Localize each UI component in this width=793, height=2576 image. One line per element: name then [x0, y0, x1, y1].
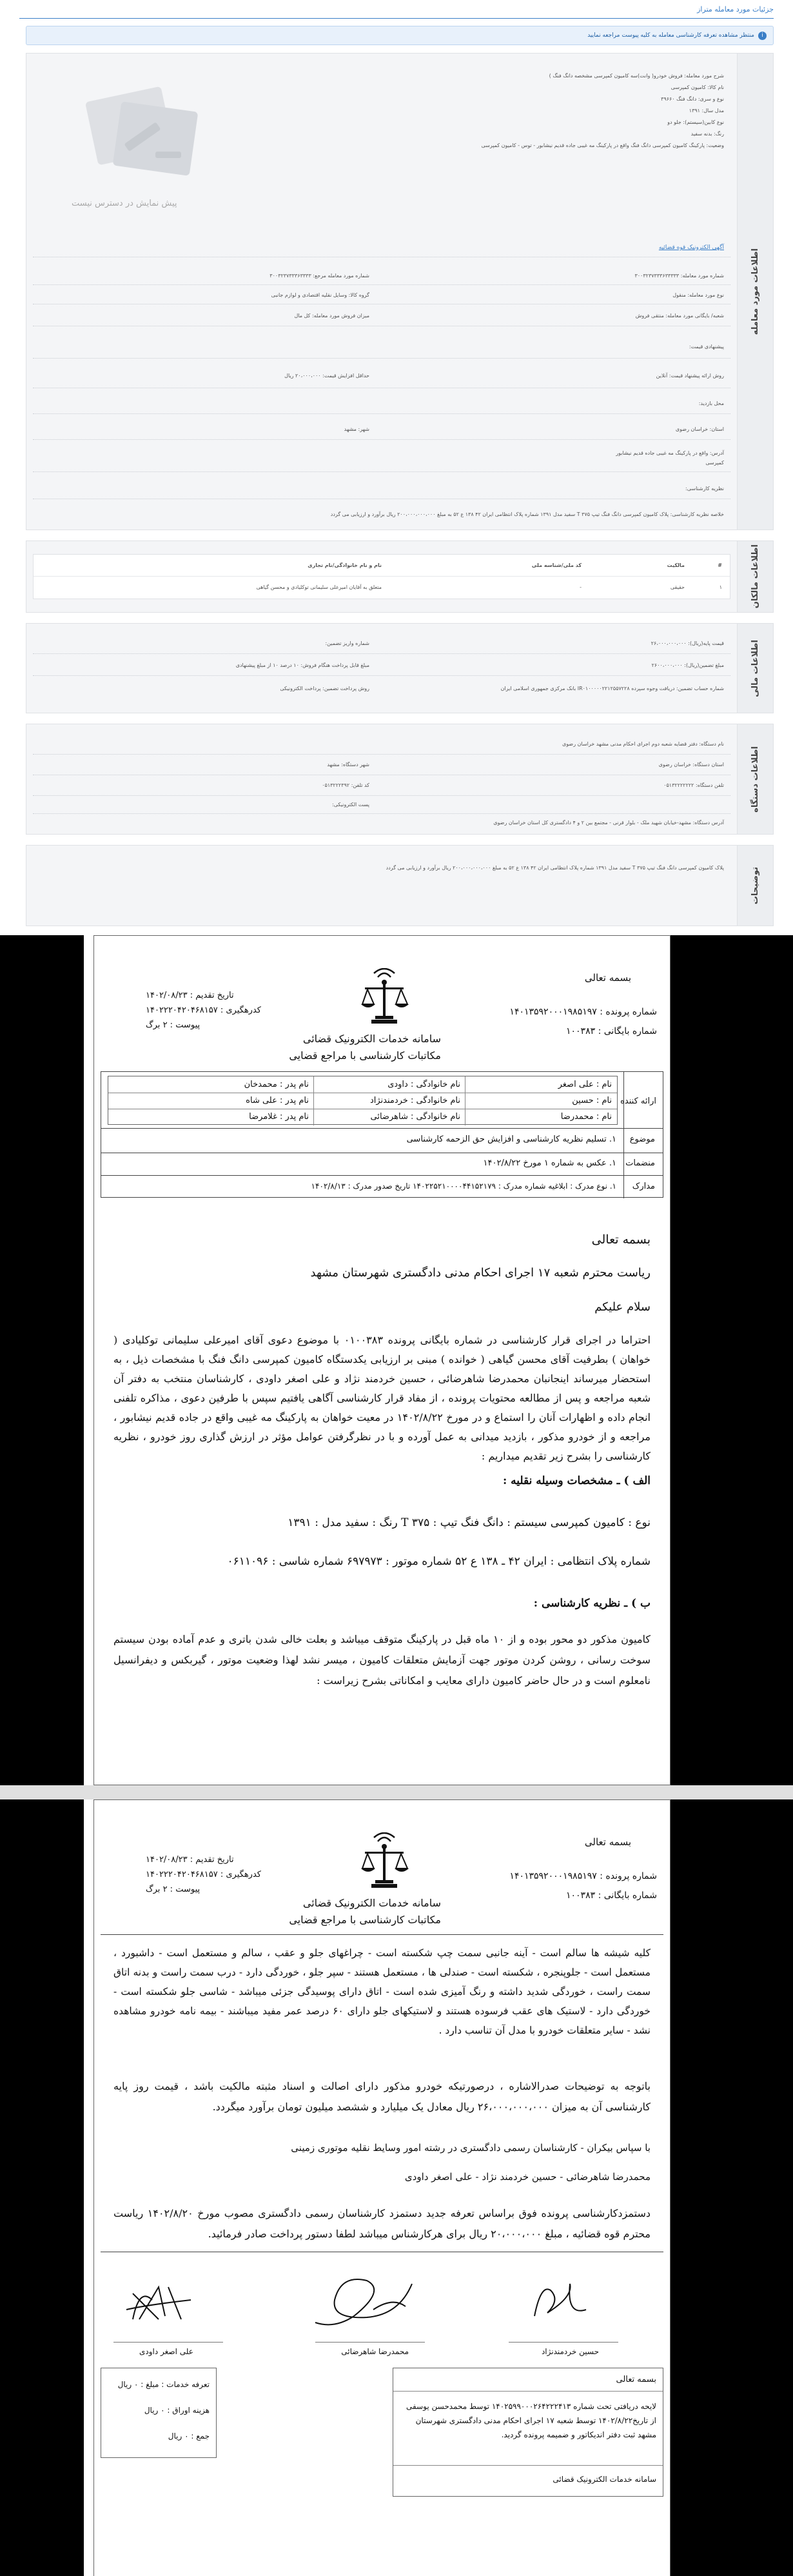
registration-text: لایحه دریافتی تحت شماره ۱۴۰۲۵۹۹۰۰۰۲۶۴۲۲۲۴۱۳ توسط محمدحسن یوسفی از تاریخ۱۴۰۲/۸/۲۲ توسط شعبه ۱۷ اجرای احکام مدنی دادگستری شهرستان مشهد ثبت دفتر اندیکاتور و ضمیمه پرونده گردید. [406, 2402, 656, 2439]
field: نام دستگاه: دفتر قضایه شعبه دوم اجرای احکام مدنی مشهد خراسان رضوی [562, 741, 724, 747]
owners-section-title: اطلاعات مالکان [750, 544, 760, 609]
field: نوع مورد معامله: منقول [672, 292, 724, 298]
person-first-name: نام : حسین [572, 1096, 612, 1105]
divider [33, 413, 730, 414]
vehicle-spec-line: شماره پلاک انتظامی : ایران ۴۲ ـ ۱۳۸ ع ۵۲ شماره موتور : ۶۹۷۹۷۳ شماره شاسی : ۰۶۱۱۰۹۶ [227, 1555, 651, 1568]
expert-report-page-1 [93, 935, 671, 1785]
field: محل بازدید: [698, 401, 724, 406]
justice-scale-icon [358, 968, 410, 1025]
grid-label: منضمات [625, 1158, 655, 1168]
basmala: بسمه تعالی [584, 972, 631, 984]
info-grid [101, 1071, 663, 1198]
scan-border [671, 1799, 793, 2576]
attachments-count: پیوست : ۲ برگ [146, 1020, 201, 1030]
signer-name: محمدرضا شاهرضائی [341, 2347, 409, 2356]
fee-box [101, 2368, 217, 2458]
report-paragraph: احتراما در اجرای قرار کارشناسی در شماره بایگانی پرونده ۰۱۰۰۳۸۳ با موضوع دعوی آقای امیرعلی سلیمانی توکلیادی ( خواهان ) بطرفیت آقای محسن گیاهی ( خوانده ) مبنی بر ارزیابی یکدستگاه کامیون کمپرسی دانگ فنگ با مشخصات ذیل ، به استحضار میرساند اینجانبان محمدرضا شاهرضائی ، حسین خردمند نژاد و علی اصغر داودی ، کارشناسان منتخب به دفتر آن شعبه مراجعه و پس از مطالعه محتویات پرونده ، از مفاد قرار کارشناسی آگاهی یافتیم سپس با طرفین دعوی ، مذاکره تلفنی انجام داده و اظهارات آنان را استماع و در مورخ ۱۴۰۲/۸/۲۲ در معیت خواهان به پارکینگ مه غیبی واقع در جاده قدیم نیشابور ، مراجعه و از خودرو مذکور ، بازدید میدانی به عمل آورده و با در نظرگرفتن عوامل مؤثر در ارزش گذاری روز خودرو ، نظریه کارشناسی را بشرح زیر تقدیم میداریم : [113, 1334, 651, 1462]
page-title: جزئیات مورد معامله متراز [697, 5, 774, 14]
vehicle-spec-line: نوع : کامیون کمپرسی سیستم : دانگ فنگ تیپ : T ۳۷۵ رنگ : سفید مدل : ۱۳۹۱ [288, 1516, 651, 1529]
field: پست الکترونیکی: [332, 802, 369, 807]
archive-number: شماره بایگانی : ۱۰۰۳۸۳ [566, 1890, 657, 1901]
scan-border [0, 1799, 84, 2576]
person-father-name: نام پدر : محمدخان [244, 1080, 309, 1089]
owners-table [33, 554, 730, 599]
description-section-header [737, 846, 773, 926]
table-row [34, 577, 730, 599]
greeting: سلام علیکم [594, 1300, 651, 1314]
page-gap [0, 1785, 793, 1799]
fee-line: هزینه اوراق : ۰ ریال [144, 2406, 210, 2415]
signature-image [120, 2274, 197, 2329]
divider [33, 813, 730, 814]
documents-list: ۱. نوع مدرک : ابلاغیه شماره مدرک : ۱۴۰۲۲۵۲۱۰۰۰۰۴۴۱۵۲۱۷۹ تاریخ صدور مدرک : ۱۴۰۲/۸/۱۳ [311, 1182, 616, 1191]
desc-line: وضعیت: پارکینگ کامیون کمپرسی دانگ فنگ واقع در پارکینگ مه غیبی جاده قدیم نیشابور - توس - کامیون کمپرسی [481, 143, 724, 148]
field: خلاصه نظریه کارشناسی: پلاک کامیون کمپرسی دانگ فنگ تیپ ۳۷۵ T سفید مدل ۱۳۹۱ شماره پلاک انتظامی ایران ۴۲ ۱۳۸ ع ۵۲ به مبلغ ۲۰۰،۰۰۰،۰۰۰،۰۰۰ ریال برآورد و ارزیابی می گردد [330, 511, 724, 517]
fee-line: تعرفه خدمات : مبلغ : ۰ ریال [117, 2380, 210, 2389]
org-name: سامانه خدمات الکترونیک قضائی [302, 1033, 441, 1045]
case-number: شماره پرونده : ۱۴۰۱۳۵۹۲۰۰۰۱۹۸۵۱۹۷ [509, 1871, 657, 1881]
owners-panel [26, 540, 774, 613]
office-panel [26, 724, 774, 835]
desc-line: مدل سال: ۱۳۹۱ [689, 108, 724, 114]
body-basmala: بسمه تعالی [591, 1233, 651, 1247]
subject-section-title: اطلاعات مورد معامله [750, 248, 760, 335]
submit-date: تاریخ تقدیم : ۱۴۰۲/۰۸/۲۳ [146, 991, 234, 1000]
field: استان: خراسان رضوی [675, 426, 724, 432]
description-panel [26, 845, 774, 926]
signature-image [522, 2277, 599, 2329]
divider [33, 284, 730, 285]
field: قیمت پایه(ریال): ۲۶،۰۰۰،۰۰۰،۰۰۰ [651, 640, 724, 646]
table-cell: - [580, 584, 582, 590]
title-divider [19, 18, 774, 19]
registration-box [393, 2368, 663, 2497]
tracking-code: کدرهگیری : ۱۴۰۲۲۲۰۴۲۰۴۶۸۱۵۷ [146, 1870, 261, 1879]
person-father-name: نام پدر : علی شاه [246, 1096, 309, 1105]
field: پیشنهادی قیمت: [689, 344, 724, 350]
field: استان دستگاه: خراسان رضوی [658, 762, 724, 768]
thanks-line: با سپاس بیکران - کارشناسان رسمی دادگستری در رشته امور وسایط نقلیه موتوری زمینی [291, 2142, 651, 2154]
notice-text: منتظر مشاهده تعرفه کارشناسی معامله به کلیه پیوست مراجعه نمایید [587, 32, 754, 39]
description-section-title: توضیحات [750, 866, 760, 905]
fee-line: جمع : ۰ ریال [168, 2432, 210, 2441]
electronic-ad-link[interactable]: آگهی الکترونیک قوه قضائیه [658, 244, 724, 251]
field: مبلغ قابل پرداخت هنگام فروش: ۱۰ درصد ۱۰ از مبلغ پیشنهادی [235, 662, 369, 668]
field: روش پرداخت تضمین: پرداخت الکترونیکی [280, 686, 369, 691]
financial-panel [26, 623, 774, 713]
field: شهر دستگاه: مشهد [327, 762, 369, 768]
case-number: شماره پرونده : ۱۴۰۱۳۵۹۲۰۰۰۱۹۸۵۱۹۷ [509, 1007, 657, 1017]
footer-org: سامانه خدمات الکترونیک قضائی [553, 2475, 656, 2484]
person-father-name: نام پدر : غلامرضا [249, 1112, 309, 1122]
fee-paragraph: دستمزدکارشناسی پرونده فوق براساس تعرفه جدید دستمزد کارشناسان رسمی دادگستری مصوب مورخ ۱۴۰۲/۸/۲۰ ریاست محترم قوه قضائیه ، مبلغ ۲۰،۰۰۰،۰۰۰ ریال برای هرکارشناس میباشد لطفا دستور پرداخت صادر فرمائید. [113, 2207, 651, 2240]
table-header-row [34, 555, 730, 577]
divider [33, 675, 730, 676]
field: شماره مورد معامله مرجع: ۳۰۰۳۲۳۷۳۳۳۶۳۳۳۳ [269, 273, 369, 279]
divider [33, 358, 730, 359]
grid-label: موضوع [629, 1134, 655, 1144]
desc-line: نام کالا: کامیون کمپرسی [671, 84, 724, 90]
field: شهر: مشهد [344, 426, 369, 432]
attachments-list: ۱. عکس به شماره ۱ مورخ ۱۴۰۲/۸/۲۲ [483, 1158, 616, 1168]
desc-line: نوع و سری: دانگ فنگ ۳۹۶۶۰ [661, 96, 724, 102]
field: شعبه/ بایگانی مورد معامله: منتقی فروش [635, 313, 724, 319]
person-first-name: نام : علی اصغر [558, 1080, 612, 1089]
divider [33, 754, 730, 755]
signature-image [309, 2271, 418, 2332]
divider [33, 795, 730, 796]
office-section-title: اطلاعات دستگاه [750, 746, 760, 813]
field: آدرس: واقع در پارکینگ مه غیبی جاده قدیم نیشابور [616, 450, 724, 456]
subject-section-header [737, 54, 773, 530]
tracking-code: کدرهگیری : ۱۴۰۲۲۲۰۴۲۰۴۶۸۱۵۷ [146, 1006, 261, 1015]
grid-label: ارائه کننده [620, 1096, 656, 1106]
field: تلفن دستگاه: ۰۵۱۳۲۲۲۲۲۲۲ [663, 782, 724, 788]
footer-basmala: بسمه تعالی [616, 2375, 656, 2384]
report-paragraph: کلیه شیشه ها سالم است - آینه جانبی سمت چپ شکسته است - چراغهای جلو و عقب ، سالم و مستعمل است - داشبورد ، مستعمل است - جلوپنجره ، شکسته است - صندلی ها ، مستعمل هستند - سپر جلو ، خوردگی دارد - درب سمت راست و بدنه اتاق سمت راست ، خوردگی شدید داشته و رنگ آمیزی شده است - اتاق دارای پوسیدگی جزئی میباشد - شاسی جلو شکسته است - خوردگی دارد - لاستیک های عقب فرسوده هستند و لاستیکهای جلو دارای ۶۰ درصد عمر مفید میباشند - بیمه نامه خودرو مشاهده نشد - سایر متعلقات خودرو با مدل آن تناسب دارد . [113, 1947, 651, 2036]
archive-number: شماره بایگانی : ۱۰۰۳۸۳ [566, 1026, 657, 1036]
submit-date: تاریخ تقدیم : ۱۴۰۲/۰۸/۲۳ [146, 1855, 234, 1865]
report-subject: ۱. تسلیم نظریه کارشناسی و افزایش حق الزحمه کارشناسی [406, 1134, 616, 1144]
field: حداقل افزایش قیمت: ۲۰،۰۰۰،۰۰۰ ریال [284, 373, 369, 379]
field: کمپرسی [705, 460, 724, 466]
column-header: کد ملی/شناسه ملی [531, 562, 582, 568]
signer-name: حسین خردمندنژاد [541, 2347, 599, 2356]
experts-names: محمدرضا شاهرضائی - حسین خردمند نژاد - علی اصغر داودی [404, 2171, 651, 2183]
listing-details-page [0, 0, 793, 929]
org-name: سامانه خدمات الکترونیک قضائی [302, 1897, 441, 1909]
report-paragraph: باتوجه به توضیحات صدرالاشاره ، درصورتیکه خودرو مذکور دارای اصالت و اسناد مثبته مالکیت باشد ، قیمت روز پایه کارشناسی آن به میزان ۲۶،۰۰۰،۰۰۰،۰۰۰ ریال معادل یک میلیارد و ششصد میلیون تومان برآورد میگردد. [113, 2080, 651, 2113]
divider [33, 471, 730, 472]
column-header: مالکیت [667, 562, 685, 568]
report-paragraph: کامیون مذکور دو محور بوده و از ۱۰ ماه قبل در پارکینگ متوقف میباشد و بعلت خالی شدن باتری و عدم آماده بودن سیستم سوخت رسانی ، روشن کردن موتور جهت آزمایش متعلقات کامیون ، میسر نشد لهذا وضعیت موتور ، گیربکس و دیفرانسیل نامعلوم است و در حال حاضر کامیون دارای معایب و امکاناتی بشرح زیراست : [113, 1633, 651, 1687]
notice-banner [26, 26, 774, 45]
scan-border [671, 935, 793, 1785]
financial-section-title: اطلاعات مالی [750, 639, 760, 697]
field: آدرس دستگاه: مشهد-خیابان شهید ملک - بلوار قرنی - مجتمع بین ۲ و ۴ دادگستری کل استان خراسان رضوی [493, 820, 724, 826]
column-header: نام و نام خانوادگی/نام تجاری [308, 562, 382, 568]
vehicle-spec-title: الف ) ـ مشخصات وسیله نقلیه : [502, 1474, 651, 1487]
table-cell: حقیقی [670, 584, 685, 590]
basmala: بسمه تعالی [584, 1836, 631, 1848]
table-cell: متعلق به آقایان امیرعلی سلیمانی توکلیادی و محسن گیاهی [256, 584, 382, 590]
field: شماره واریز تضمین: [325, 640, 369, 646]
scan-border [0, 935, 84, 1785]
addressee: ریاست محترم شعبه ۱۷ اجرای احکام مدنی دادگستری شهرستان مشهد [310, 1266, 651, 1280]
person-last-name: نام خانوادگی : شاهرضائی [370, 1112, 460, 1122]
person-last-name: نام خانوادگی : خردمندنژاد [369, 1096, 460, 1105]
divider [33, 653, 730, 654]
field: روش ارائه پیشنهاد قیمت: آنلاین [656, 373, 724, 379]
field: شماره مورد معامله: ۳۰۰۳۲۳۷۳۳۳۶۳۳۳۳۳ [634, 273, 724, 279]
table-cell: ۱ [719, 584, 722, 590]
field: گروه کالا: وسایل نقلیه اقتصادی و لوازم جانبی [271, 292, 369, 298]
office-section-header [737, 724, 773, 834]
financial-section-header [737, 624, 773, 713]
attachments-count: پیوست : ۲ برگ [146, 1885, 201, 1894]
description-text: پلاک کامیون کمپرسی دانگ فنگ تیپ ۳۷۵ T سفید مدل ۱۳۹۱ شماره پلاک انتظامی ایران ۴۲ ۱۳۸ ع ۵۲ به مبلغ ۲۰۰،۰۰۰،۰۰۰،۰۰۰ ریال برآورد و ارزیابی می گردد [386, 865, 724, 871]
info-icon: i [758, 32, 767, 40]
expert-report-page-2 [93, 1799, 671, 2576]
org-subtitle: مکاتبات کارشناسی با مراجع قضایی [289, 1049, 441, 1062]
field: میزان فروش مورد معامله: کل مال [294, 313, 369, 319]
owners-section-header [737, 541, 773, 612]
column-header: # [718, 562, 722, 568]
person-last-name: نام خانوادگی : داودی [387, 1080, 460, 1089]
desc-line: رنگ: بدنه سفید [690, 131, 724, 137]
opinion-title: ب ) ـ نظریه کارشناسی : [533, 1597, 651, 1610]
field: نظریه کارشناسی: [685, 486, 724, 491]
field: شماره حساب تضمین: دریافت وجوه سپرده IR۰۱۰۰۰۰۰۲۲۱۲۵۵۷۲۲۸ بانک مرکزی جمهوری اسلامی ایران [500, 686, 724, 691]
subject-panel [26, 53, 774, 530]
field: کد تلفن: ۰۵۱۳۲۲۲۳۹۲ [322, 782, 369, 788]
no-preview-text: پیش نمایش در دسترس نیست [72, 199, 177, 208]
desc-line: شرح مورد معامله: فروش خودرو( وانت)سه کامیون کمپرسی مشخصه دانگ فنگ ) [549, 73, 724, 79]
persons-table [108, 1076, 618, 1125]
person-first-name: نام : محمدرضا [560, 1112, 612, 1122]
desc-line: نوع کابین(سیستم): جلو دو [667, 119, 724, 125]
field: مبلغ تضمین(ریال): ۲۶۰۰،۰۰۰،۰۰۰ [651, 662, 724, 668]
justice-scale-icon [358, 1832, 410, 1889]
grid-label: مدارک [632, 1182, 655, 1191]
org-subtitle: مکاتبات کارشناسی با مراجع قضایی [289, 1914, 441, 1926]
signer-name: علی اصغر داودی [139, 2347, 193, 2356]
divider [33, 439, 730, 440]
